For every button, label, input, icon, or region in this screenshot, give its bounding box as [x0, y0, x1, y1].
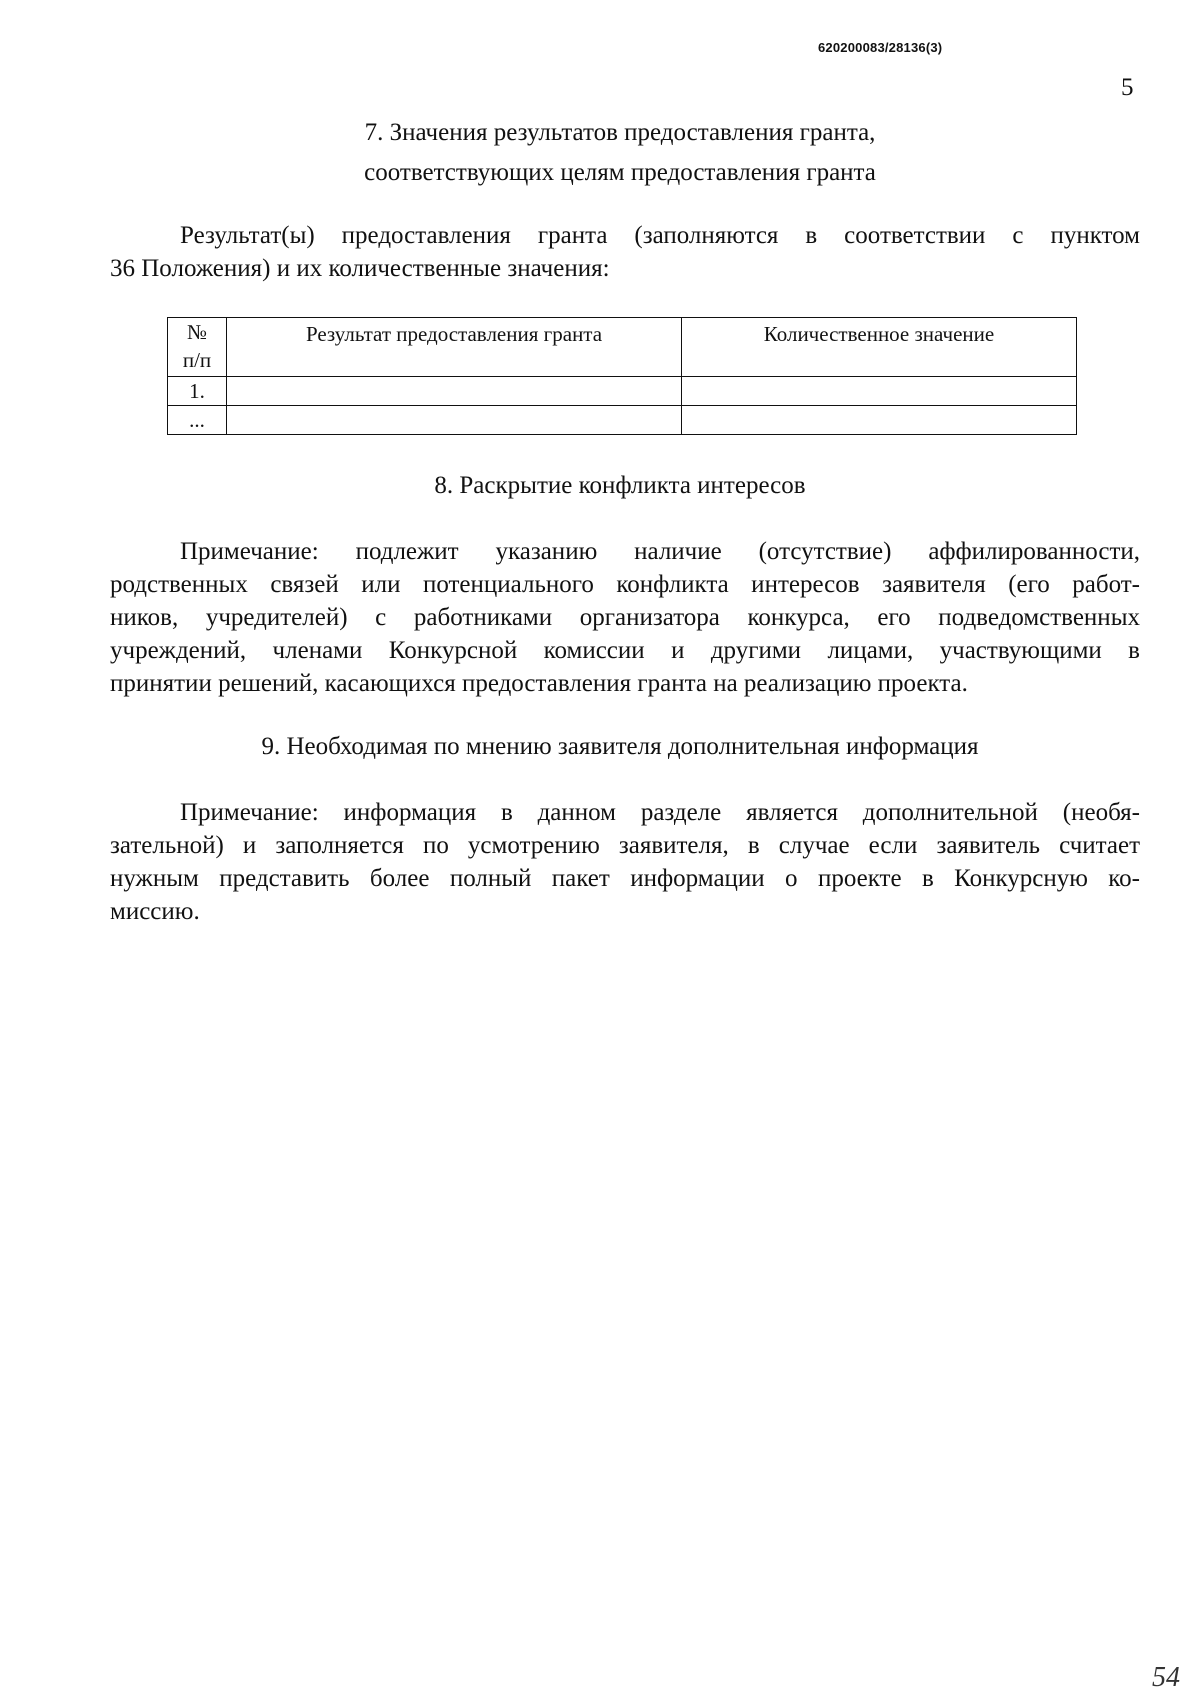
header-result: Результат предоставления гранта: [227, 318, 682, 377]
section-9-line-4: миссию.: [110, 898, 200, 925]
section-8-line-2: родственных связей или потенциального конфликта интересов заявителя (его работ-: [110, 571, 1140, 598]
header-number-line-1: №: [186, 320, 208, 344]
section-9-line-2: зательной) и заполняется по усмотрению заявителя, в случае если заявитель считает: [110, 832, 1140, 859]
results-table-header-row: [168, 318, 1077, 377]
results-table: [167, 317, 1077, 435]
document-id: 620200083/28136(3): [818, 40, 943, 55]
section-7-intro-line-1: Результат(ы) предоставления гранта (заполняются в соответствии с пунктом: [180, 222, 1140, 249]
section-8-line-5: принятии решений, касающихся предоставления гранта на реализацию проекта.: [110, 670, 968, 697]
row-1-number: 1.: [168, 377, 227, 406]
table-row: [168, 377, 1077, 406]
section-7-title-line-2: соответствующих целям предоставления гранта: [364, 159, 876, 186]
section-7-intro: [110, 219, 1140, 285]
section-9-line-1: Примечание: информация в данном разделе является дополнительной (необя-: [180, 799, 1140, 826]
section-9-note: [110, 796, 1140, 928]
row-1-value: [682, 377, 1077, 406]
section-9-line-3: нужным представить более полный пакет информации о проекте в Конкурсную ко-: [110, 865, 1140, 892]
section-8-line-3: ников, учредителей) с работниками организатора конкурса, его подведомственных: [110, 604, 1140, 631]
header-value: Количественное значение: [682, 318, 1077, 377]
section-7-intro-line-2: 36 Положения) и их количественные значения:: [110, 255, 610, 282]
row-1-result: [227, 377, 682, 406]
section-7-title-line-1: 7. Значения результатов предоставления гранта,: [364, 119, 876, 146]
section-8-line-1: Примечание: подлежит указанию наличие (отсутствие) аффилированности,: [180, 538, 1140, 565]
section-7-heading: [300, 113, 940, 193]
section-9-title: 9. Необходимая по мнению заявителя дополнительная информация: [261, 733, 979, 760]
table-row: [168, 406, 1077, 435]
handwritten-page-mark: 54: [1152, 1662, 1180, 1693]
row-2-value: [682, 406, 1077, 435]
page-number: 5: [1121, 74, 1134, 101]
section-8-line-4: учреждений, членами Конкурсной комиссии и другими лицами, участвующими в: [110, 637, 1140, 664]
row-2-number: ...: [168, 406, 227, 435]
header-number-line-2: п/п: [182, 348, 212, 372]
section-8-note: [110, 535, 1140, 700]
section-8-title: 8. Раскрытие конфликта интересов: [434, 472, 806, 499]
row-2-result: [227, 406, 682, 435]
header-number: [168, 318, 227, 377]
